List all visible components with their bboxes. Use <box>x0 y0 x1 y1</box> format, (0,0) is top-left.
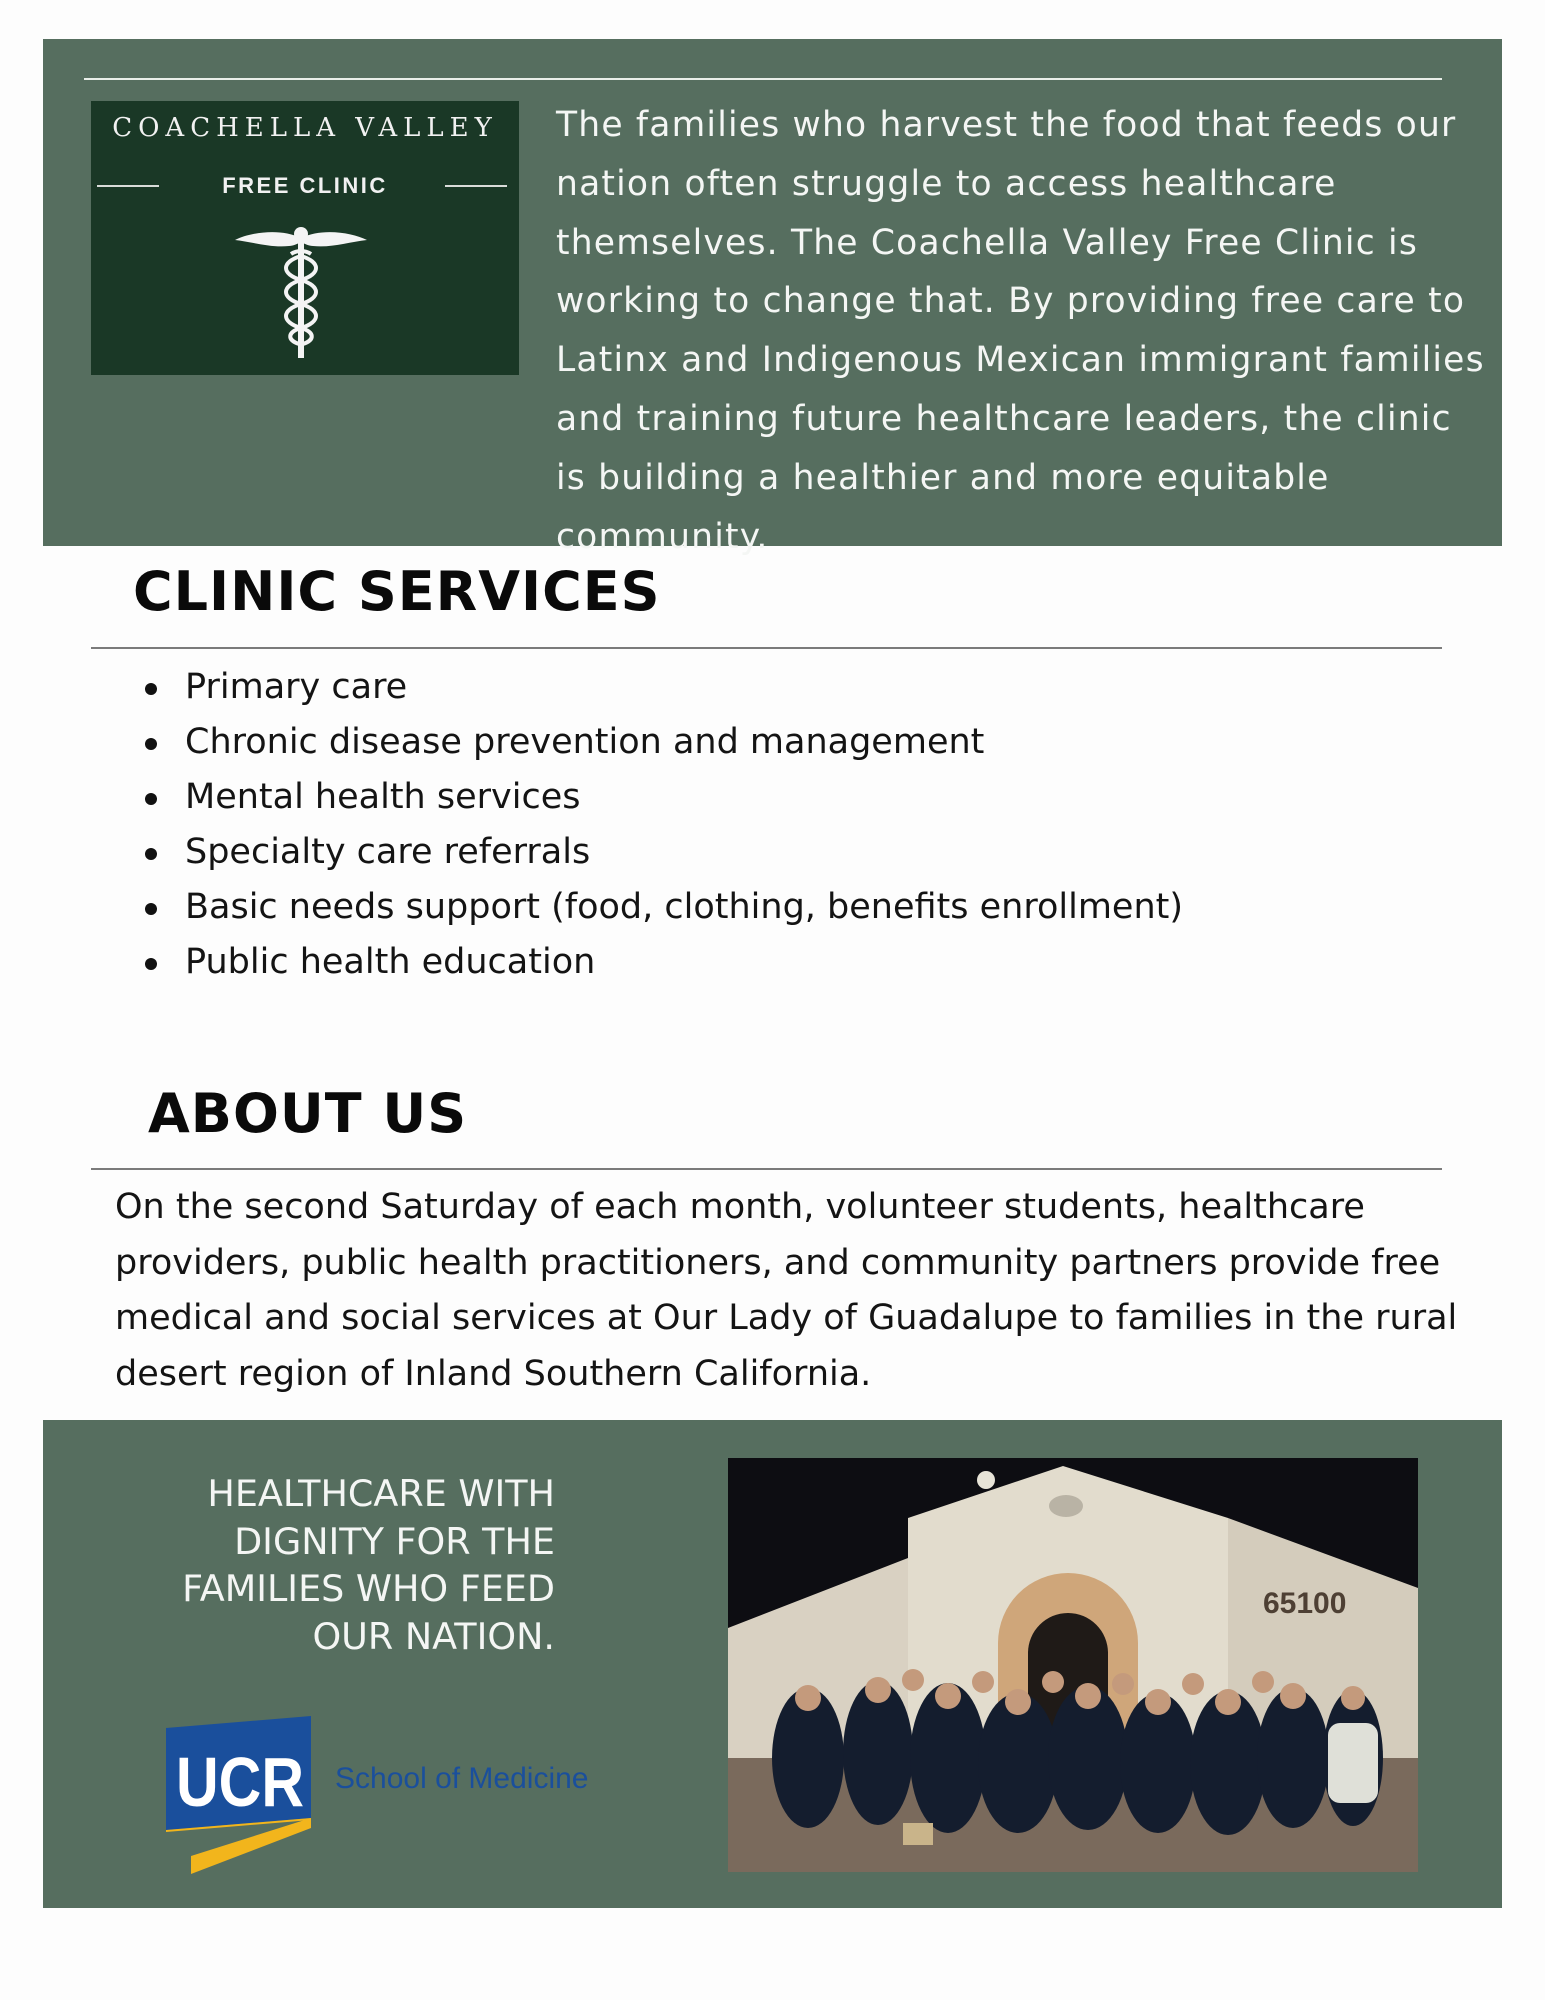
services-divider <box>91 647 1442 649</box>
logo-title: COACHELLA VALLEY <box>112 113 498 143</box>
service-label: Specialty care referrals <box>185 832 591 872</box>
volunteer-group-photo <box>728 1458 1418 1872</box>
bullet-icon <box>145 848 157 860</box>
tagline <box>120 1470 555 1660</box>
service-label: Mental health services <box>185 777 581 817</box>
intro-text: The families who harvest the food that feeds our nation often struggle to access healthcare themselves. The Coachella Valley Free Clinic is working to change that. By providing free care to Latinx and Indigenous Mexican immigrant families and training future healthcare leaders, the clinic is building a healthier and more equitable community. <box>556 105 1485 557</box>
ucr-wordmark: UCR <box>176 1743 304 1821</box>
caduceus-icon <box>231 226 371 361</box>
tagline-line: FAMILIES WHO FEED <box>182 1567 555 1610</box>
clinic-logo <box>91 101 519 375</box>
clinic-services-heading: CLINIC SERVICES <box>133 560 661 623</box>
logo-subtitle: FREE CLINIC <box>222 173 388 198</box>
tagline-line: OUR NATION. <box>312 1614 555 1658</box>
list-item <box>140 660 1183 715</box>
service-label: Primary care <box>185 667 408 707</box>
about-us-heading: ABOUT US <box>148 1082 468 1145</box>
bullet-icon <box>145 958 157 970</box>
school-of-medicine-text: School of Medicine <box>335 1762 589 1795</box>
bullet-icon <box>145 738 157 750</box>
about-text: On the second Saturday of each month, volunteer students, healthcare providers, public health practitioners, and community partners provide free medical and social services at Our Lady of Guadalupe to families in the rural desert region of Inland Southern California. <box>115 1187 1458 1394</box>
list-item <box>140 770 1183 825</box>
top-divider <box>84 78 1442 80</box>
bullet-icon <box>145 683 157 695</box>
list-item <box>140 715 1183 770</box>
about-divider <box>91 1168 1442 1170</box>
list-item <box>140 935 1183 990</box>
building-number: 65100 <box>1263 1587 1347 1620</box>
logo-divider-right <box>445 185 507 187</box>
service-label: Basic needs support (food, clothing, benefits enrollment) <box>185 887 1184 927</box>
group-photo-illustration <box>728 1458 1418 1872</box>
ucr-logo <box>166 1716 311 1878</box>
list-item <box>140 825 1183 880</box>
services-list <box>140 660 1183 990</box>
service-label: Public health education <box>185 942 596 982</box>
bullet-icon <box>145 903 157 915</box>
tagline-line: DIGNITY FOR THE <box>234 1519 555 1563</box>
list-item <box>140 880 1183 935</box>
tagline-line: HEALTHCARE WITH <box>207 1472 555 1515</box>
service-label: Chronic disease prevention and management <box>185 722 985 762</box>
bullet-icon <box>145 793 157 805</box>
